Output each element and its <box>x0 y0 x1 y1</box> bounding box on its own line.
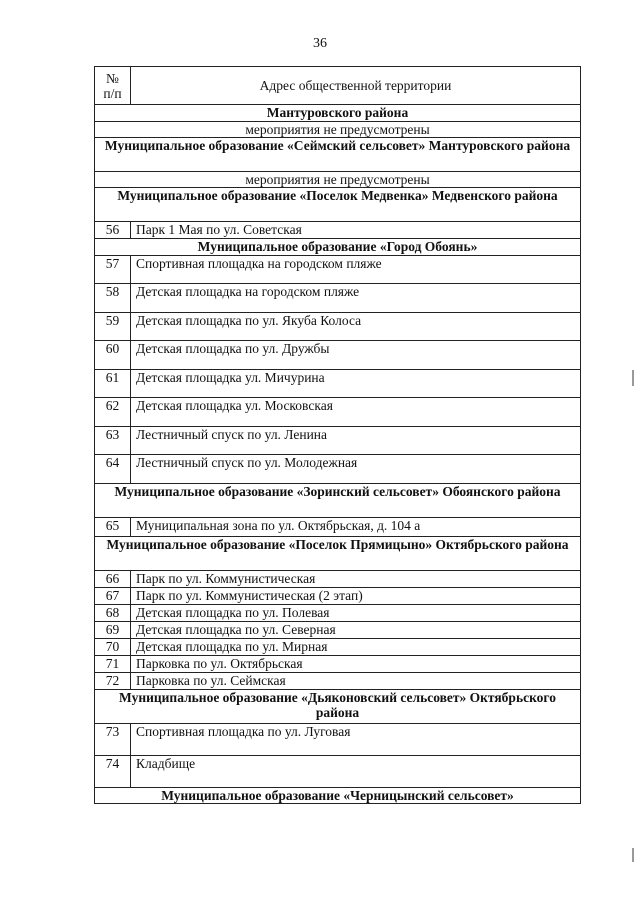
row-number: 72 <box>95 673 131 690</box>
row-number: 64 <box>95 455 131 484</box>
table-header-row <box>95 67 581 105</box>
row-address: Парк по ул. Коммунистическая <box>131 571 581 588</box>
note-row <box>95 172 581 188</box>
table-row <box>95 455 581 484</box>
row-address: Парк по ул. Коммунистическая (2 этап) <box>131 588 581 605</box>
table-row <box>95 588 581 605</box>
table-row <box>95 673 581 690</box>
row-address: Детская площадка по ул. Дружбы <box>131 341 581 370</box>
row-number: 66 <box>95 571 131 588</box>
row-number: 62 <box>95 398 131 427</box>
section-heading-row <box>95 484 581 518</box>
row-address: Детская площадка на городском пляже <box>131 284 581 313</box>
row-address: Лестничный спуск по ул. Молодежная <box>131 455 581 484</box>
row-address: Детская площадка по ул. Мирная <box>131 639 581 656</box>
section-heading: Муниципальное образование «Дьяконовский сельсовет» Октябрьского района <box>95 690 581 724</box>
row-address: Детская площадка по ул. Полевая <box>131 605 581 622</box>
row-address: Лестничный спуск по ул. Ленина <box>131 427 581 455</box>
row-address: Муниципальная зона по ул. Октябрьская, д. 104 а <box>131 518 581 537</box>
row-number: 65 <box>95 518 131 537</box>
header-number-abbr: п/п <box>103 85 122 101</box>
row-address: Детская площадка ул. Мичурина <box>131 370 581 398</box>
section-heading: Муниципальное образование «Поселок Прямицыно» Октябрьского района <box>95 537 581 571</box>
row-address: Кладбище <box>131 756 581 788</box>
section-heading: Муниципальное образование «Черницынский сельсовет» <box>95 788 581 804</box>
table-row <box>95 622 581 639</box>
row-number: 71 <box>95 656 131 673</box>
table-row <box>95 724 581 756</box>
section-heading-row <box>95 690 581 724</box>
row-address: Детская площадка ул. Московская <box>131 398 581 427</box>
section-heading: Мантуровского района <box>95 105 581 122</box>
scan-edge-mark <box>632 370 634 386</box>
row-number: 59 <box>95 313 131 341</box>
section-heading-row <box>95 105 581 122</box>
table-row <box>95 605 581 622</box>
table-row <box>95 571 581 588</box>
section-note: мероприятия не предусмотрены <box>95 172 581 188</box>
section-heading-row <box>95 537 581 571</box>
row-address: Парковка по ул. Октябрьская <box>131 656 581 673</box>
table-row <box>95 398 581 427</box>
scan-edge-mark <box>632 848 634 862</box>
page-number: 36 <box>313 36 327 51</box>
note-row <box>95 122 581 138</box>
table-row <box>95 518 581 537</box>
row-address: Спортивная площадка на городском пляже <box>131 256 581 284</box>
row-address: Спортивная площадка по ул. Луговая <box>131 724 581 756</box>
row-number: 70 <box>95 639 131 656</box>
header-number-cell <box>95 67 131 105</box>
section-heading: Муниципальное образование «Поселок Медвенка» Медвенского района <box>95 188 581 222</box>
row-number: 74 <box>95 756 131 788</box>
territories-table <box>94 66 581 804</box>
row-number: 56 <box>95 222 131 239</box>
row-number: 60 <box>95 341 131 370</box>
row-address: Детская площадка по ул. Северная <box>131 622 581 639</box>
table-row <box>95 656 581 673</box>
row-address: Парковка по ул. Сеймская <box>131 673 581 690</box>
section-heading-row <box>95 788 581 804</box>
row-number: 73 <box>95 724 131 756</box>
table-row <box>95 341 581 370</box>
table-row <box>95 222 581 239</box>
section-heading: Муниципальное образование «Город Обоянь» <box>95 239 581 256</box>
row-address: Парк 1 Мая по ул. Советская <box>131 222 581 239</box>
row-address: Детская площадка по ул. Якуба Колоса <box>131 313 581 341</box>
table-row <box>95 639 581 656</box>
section-heading: Муниципальное образование «Зоринский сельсовет» Обоянского района <box>95 484 581 518</box>
row-number: 63 <box>95 427 131 455</box>
table-row <box>95 284 581 313</box>
row-number: 69 <box>95 622 131 639</box>
table-row <box>95 256 581 284</box>
header-number-sign: № <box>106 70 119 86</box>
table-row <box>95 756 581 788</box>
row-number: 57 <box>95 256 131 284</box>
table-row <box>95 370 581 398</box>
section-heading: Муниципальное образование «Сеймский сельсовет» Мантуровского района <box>95 138 581 172</box>
header-address-cell: Адрес общественной территории <box>131 67 581 105</box>
table-row <box>95 313 581 341</box>
section-note: мероприятия не предусмотрены <box>95 122 581 138</box>
row-number: 61 <box>95 370 131 398</box>
table-row <box>95 427 581 455</box>
row-number: 58 <box>95 284 131 313</box>
section-heading-row <box>95 188 581 222</box>
section-heading-row <box>95 239 581 256</box>
row-number: 68 <box>95 605 131 622</box>
row-number: 67 <box>95 588 131 605</box>
section-heading-row <box>95 138 581 172</box>
